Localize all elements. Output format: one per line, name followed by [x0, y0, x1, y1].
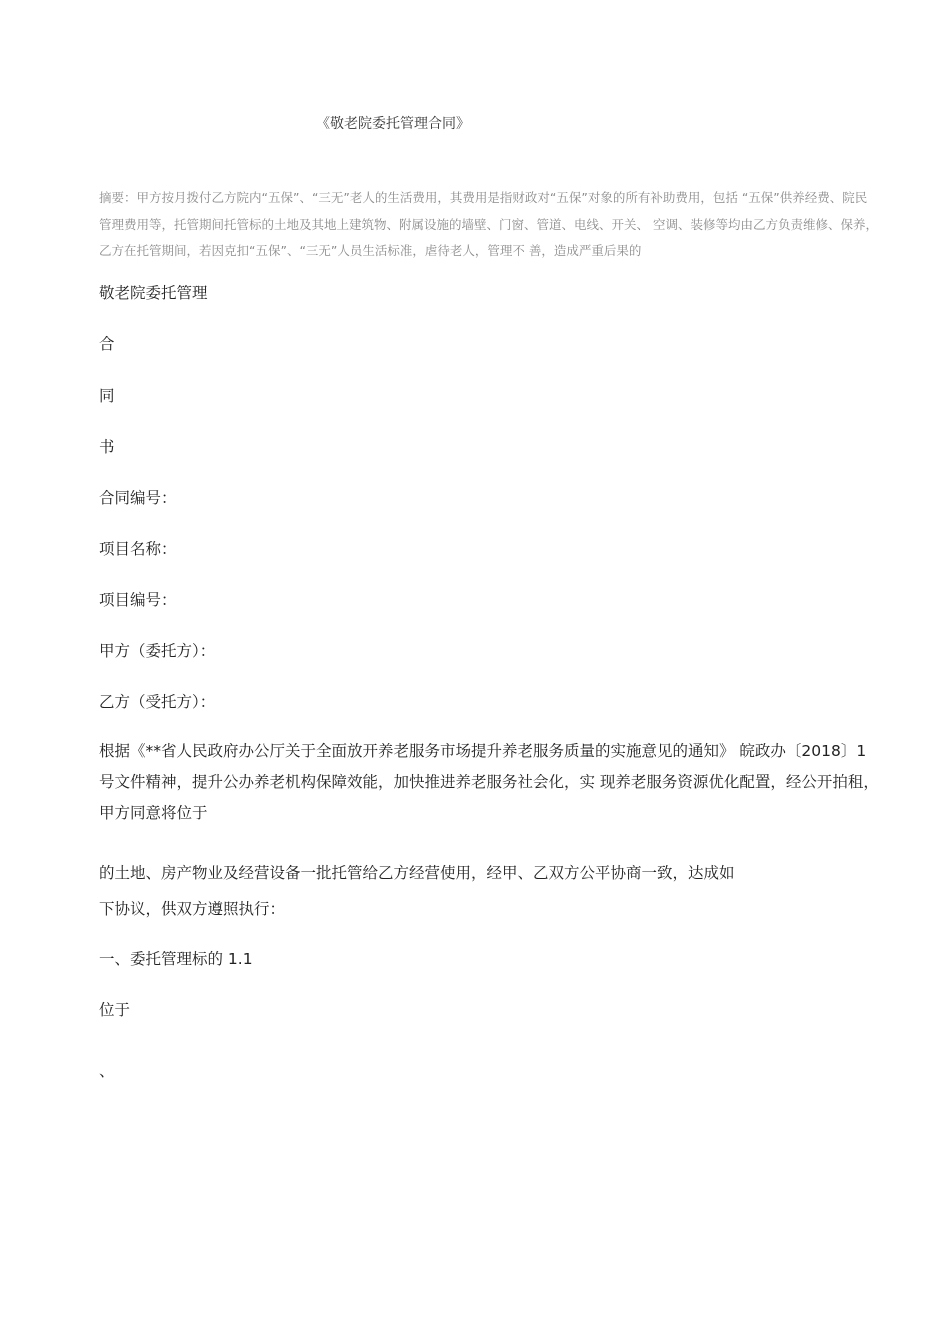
- contract-number-label: 合同编号：: [99, 489, 177, 507]
- punctuation-mark: 、: [99, 1062, 115, 1080]
- preamble-continuation-line2: 下协议，供双方遵照执行：: [99, 900, 286, 918]
- abstract-text: 摘要：甲方按月拨付乙方院内“五保”、“三无”老人的生活费用，其费用是指财政对“五保”对象的所有补助费用，包括 “五保”供养经费、院民管理费用等，托管期间托管标的土地及其地上建筑物、附属设施的墙壁、门窗、管道、电线、开关、 空调、装修等均由乙方负责维修、保养，乙方在托管期间，若因克扣“五保”、“三无”人员生活标准，虐待老人，管理不 善，造成严重后果的: [99, 190, 878, 258]
- preamble-continuation-line1: 的土地、房产物业及经营设备一批托管给乙方经营使用，经甲、乙双方公平协商一致，达成如: [99, 864, 735, 882]
- section-1-heading: 一、委托管理标的 1.1: [99, 950, 253, 968]
- party-b-label: 乙方（受托方）：: [99, 693, 216, 711]
- project-number-label: 项目编号：: [99, 591, 177, 609]
- located-at-text: 位于: [99, 1001, 131, 1019]
- heading-char-he: 合: [99, 335, 115, 353]
- heading-char-tong: 同: [99, 387, 115, 405]
- heading-char-shu: 书: [99, 438, 115, 456]
- preamble-paragraph: 根据《**省人民政府办公厅关于全面放开养老服务市场提升养老服务质量的实施意见的通知》 皖政办〔2018〕1 号文件精神，提升公办养老机构保障效能，加快推进养老服务社会化，实 现养老服务资源优化配置，经公开拍租，甲方同意将位于: [99, 742, 879, 822]
- project-name-label: 项目名称：: [99, 540, 177, 558]
- party-a-label: 甲方（委托方）：: [99, 642, 216, 660]
- contract-heading: 敬老院委托管理: [99, 284, 208, 302]
- document-title: 《敬老院委托管理合同》: [316, 116, 470, 132]
